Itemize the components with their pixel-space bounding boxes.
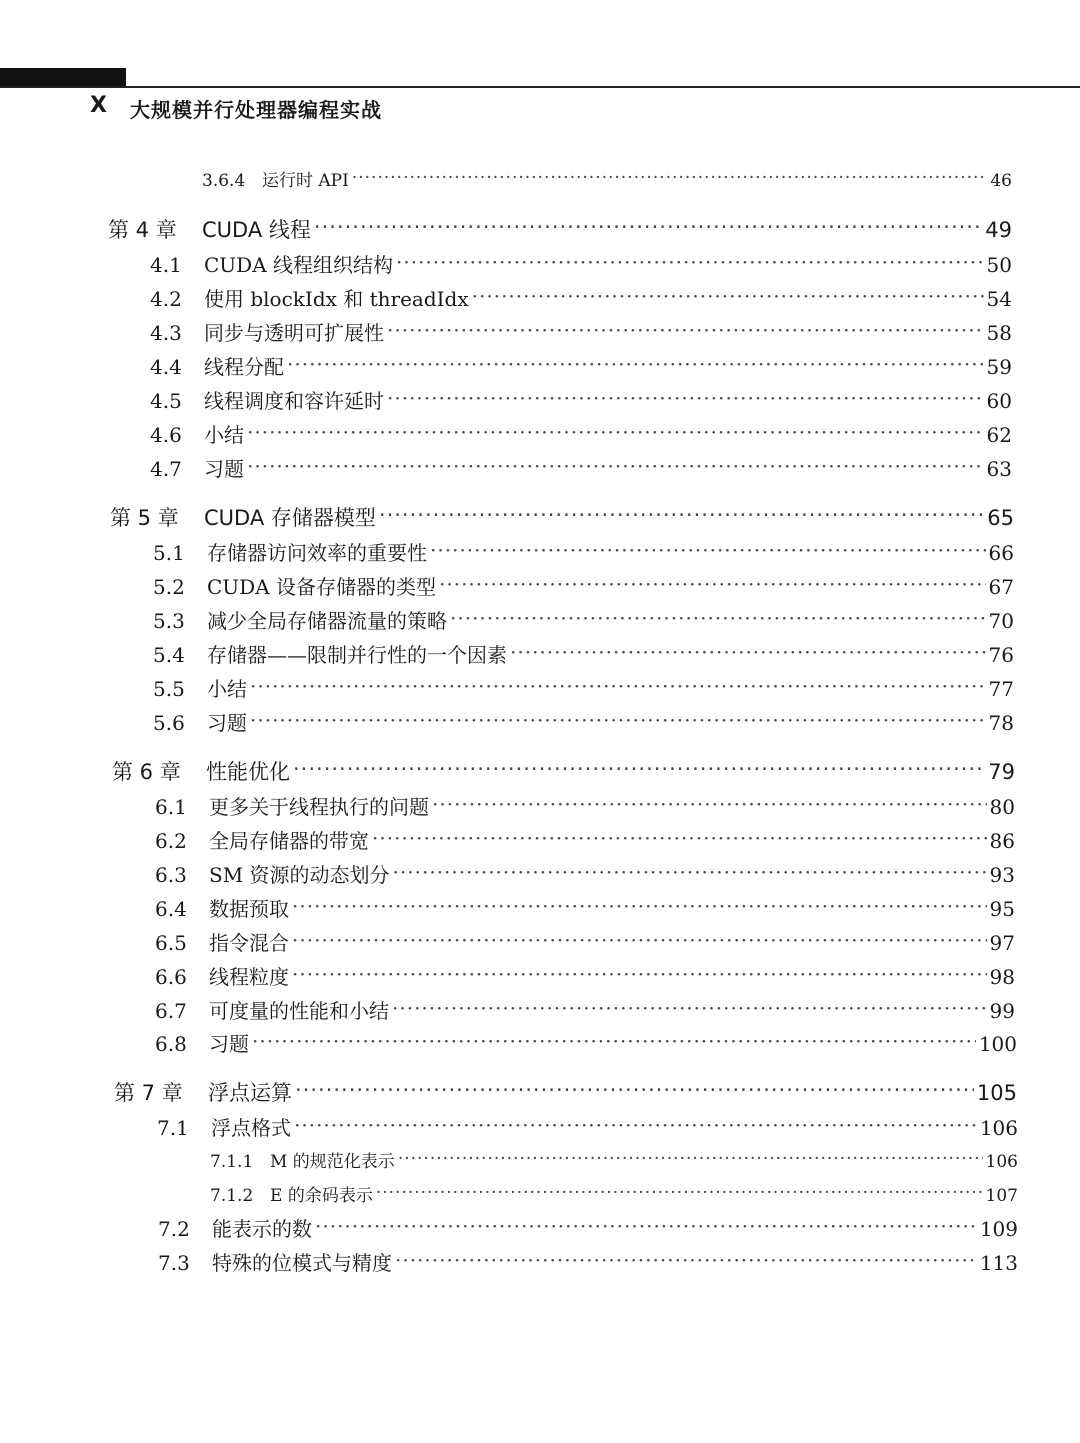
toc-title: 习题 [209,1032,249,1056]
toc-entry-6-8 [155,1028,1017,1058]
toc-page: 58 [986,321,1012,345]
toc-page: 70 [988,609,1014,633]
header-bar [0,68,126,88]
toc-title: 同步与透明可扩展性 [204,321,384,345]
toc-title: 特殊的位模式与精度 [212,1251,392,1275]
toc-title: CUDA 线程组织结构 [204,253,393,277]
toc-entry-4-7 [150,453,1012,483]
toc-number: 6.8 [155,1032,187,1056]
toc-page: 99 [989,999,1015,1023]
toc-number: 4.3 [150,321,182,345]
toc-page: 109 [979,1217,1018,1241]
toc-entry-5-4 [153,639,1014,669]
toc-leader [250,708,986,732]
toc-leader [398,1149,983,1169]
toc-page: 93 [989,863,1015,887]
toc-leader [292,894,987,918]
toc-number: 6.5 [155,931,187,955]
toc-page: 54 [986,287,1012,311]
toc-page: 49 [985,218,1012,242]
toc-entry-7-1-2 [210,1181,1018,1211]
toc-number: 7.3 [158,1251,190,1275]
toc-title: 习题 [204,457,244,481]
toc-chapter-number: 第 7 章 [114,1081,183,1105]
toc-entry-6-1 [155,791,1015,821]
toc-entry-6-6 [155,961,1015,991]
toc-title: 习题 [207,711,247,735]
toc-title: SM 资源的动态划分 [209,863,390,887]
toc-title: 更多关于线程执行的问题 [209,795,429,819]
toc-entry-6-5 [155,927,1015,957]
toc-entry-6-3 [155,859,1015,889]
toc-title: M 的规范化表示 [270,1152,395,1172]
toc-chapter-number: 第 5 章 [110,506,179,530]
toc-title: 浮点格式 [211,1116,291,1140]
header-rule [0,86,1080,88]
toc-entry-5-2 [153,571,1014,601]
toc-chapter-number: 第 6 章 [112,760,181,784]
toc-number: 6.7 [155,999,187,1023]
toc-page: 105 [976,1081,1017,1105]
toc-title: 运行时 API [262,171,349,191]
toc-title: 线程分配 [204,355,284,379]
toc-leader [432,792,987,816]
toc-leader [395,1248,977,1272]
toc-leader [392,996,987,1020]
toc-page: 67 [988,575,1014,599]
toc-number: 6.1 [155,795,187,819]
toc-number: 7.1.1 [210,1152,254,1172]
toc-leader [372,826,987,850]
toc-title: 可度量的性能和小结 [209,999,389,1023]
toc-number: 4.5 [150,389,182,413]
toc-entry-4-3 [150,317,1012,347]
toc-entry-4-2 [150,283,1012,313]
toc-leader [293,757,985,781]
toc-page: 95 [989,897,1015,921]
toc-leader [510,640,986,664]
toc-entry-4-6 [150,419,1012,449]
toc-chapter-title: CUDA 存储器模型 [204,506,376,530]
toc-number: 4.6 [150,423,182,447]
toc-chapter-7 [114,1077,1017,1107]
toc-entry-6-2 [155,825,1015,855]
toc-number: 5.2 [153,575,185,599]
toc-title: 指令混合 [209,931,289,955]
toc-page: 62 [986,423,1012,447]
toc-number: 6.4 [155,897,187,921]
toc-leader [472,284,984,308]
toc-leader [247,454,984,478]
toc-chapter-title: 浮点运算 [208,1081,292,1105]
toc-number: 7.2 [158,1217,190,1241]
toc-entry-3-6-4 [202,166,1012,196]
toc-number: 5.4 [153,643,185,667]
toc-page: 86 [989,829,1015,853]
toc-title: 小结 [204,423,244,447]
toc-chapter-title: CUDA 线程 [202,218,311,242]
toc-entry-4-5 [150,385,1012,415]
toc-page: 46 [990,171,1012,191]
toc-entry-5-5 [153,673,1014,703]
toc-entry-7-1 [157,1112,1018,1142]
toc-number: 4.2 [150,287,182,311]
toc-leader [393,860,987,884]
toc-title: 减少全局存储器流量的策略 [207,609,447,633]
toc-number: 7.1 [157,1116,189,1140]
toc-entry-7-3 [158,1247,1018,1277]
toc-leader [315,1214,977,1238]
toc-entry-4-1 [150,249,1012,279]
toc-title: CUDA 设备存储器的类型 [207,575,436,599]
toc-number: 6.2 [155,829,187,853]
toc-entry-6-7 [155,995,1015,1025]
toc-leader [247,420,984,444]
toc-number: 5.1 [153,541,185,565]
toc-title: 存储器访问效率的重要性 [207,541,427,565]
toc-title: E 的余码表示 [270,1186,373,1206]
toc-leader [295,1078,974,1102]
toc-leader [430,538,986,562]
toc-chapter-6 [112,756,1015,786]
toc-leader [379,503,984,527]
toc-leader [352,168,988,188]
toc-leader [250,674,986,698]
toc-page: 59 [986,355,1012,379]
toc-title: 小结 [207,677,247,701]
toc-leader [292,928,987,952]
toc-page: 106 [979,1116,1018,1140]
toc-leader [376,1183,983,1203]
book-title: 大规模并行处理器编程实战 [130,98,382,122]
toc-page: 65 [987,506,1014,530]
toc-leader [387,386,984,410]
toc-chapter-title: 性能优化 [206,760,290,784]
toc-title: 线程粒度 [209,965,289,989]
toc-entry-7-1-1 [210,1147,1018,1177]
toc-number: 4.7 [150,457,182,481]
toc-number: 4.4 [150,355,182,379]
toc-leader [314,215,982,239]
toc-leader [294,1113,977,1137]
toc-entry-4-4 [150,351,1012,381]
toc-entry-5-1 [153,537,1014,567]
toc-page: 100 [978,1032,1017,1056]
toc-page: 97 [989,931,1015,955]
toc-number: 5.3 [153,609,185,633]
toc-number: 5.6 [153,711,185,735]
toc-leader [439,572,986,596]
toc-title: 数据预取 [209,897,289,921]
toc-page: 63 [986,457,1012,481]
toc-entry-7-2 [158,1213,1018,1243]
toc-page: 50 [986,253,1012,277]
toc-page: 76 [988,643,1014,667]
toc-leader [252,1029,976,1053]
toc-entry-5-6 [153,707,1014,737]
toc-title: 全局存储器的带宽 [209,829,369,853]
page-number: X [90,93,107,118]
toc-page: 106 [985,1152,1018,1172]
toc-chapter-5 [110,502,1014,532]
toc-leader [396,250,984,274]
toc-title: 能表示的数 [212,1217,312,1241]
toc-page: 107 [985,1186,1018,1206]
toc-page: 80 [989,795,1015,819]
toc-number: 7.1.2 [210,1186,254,1206]
toc-page: 113 [979,1251,1018,1275]
toc-page: 77 [988,677,1014,701]
toc-number: 4.1 [150,253,182,277]
toc-number: 6.3 [155,863,187,887]
toc-title: 使用 blockIdx 和 threadIdx [204,287,469,311]
toc-page: 60 [986,389,1012,413]
toc-page: 79 [988,760,1015,784]
toc-leader [292,962,987,986]
toc-title: 线程调度和容许延时 [204,389,384,413]
toc-leader [287,352,984,376]
toc-leader [387,318,984,342]
toc-page: 78 [988,711,1014,735]
toc-page: 66 [988,541,1014,565]
toc-chapter-4 [108,214,1012,244]
toc-entry-6-4 [155,893,1015,923]
toc-number: 6.6 [155,965,187,989]
toc-title: 存储器——限制并行性的一个因素 [207,643,507,667]
toc-leader [450,606,986,630]
toc-entry-5-3 [153,605,1014,635]
toc-page: 98 [989,965,1015,989]
toc-chapter-number: 第 4 章 [108,218,177,242]
toc-number: 5.5 [153,677,185,701]
toc-number: 3.6.4 [202,171,246,191]
